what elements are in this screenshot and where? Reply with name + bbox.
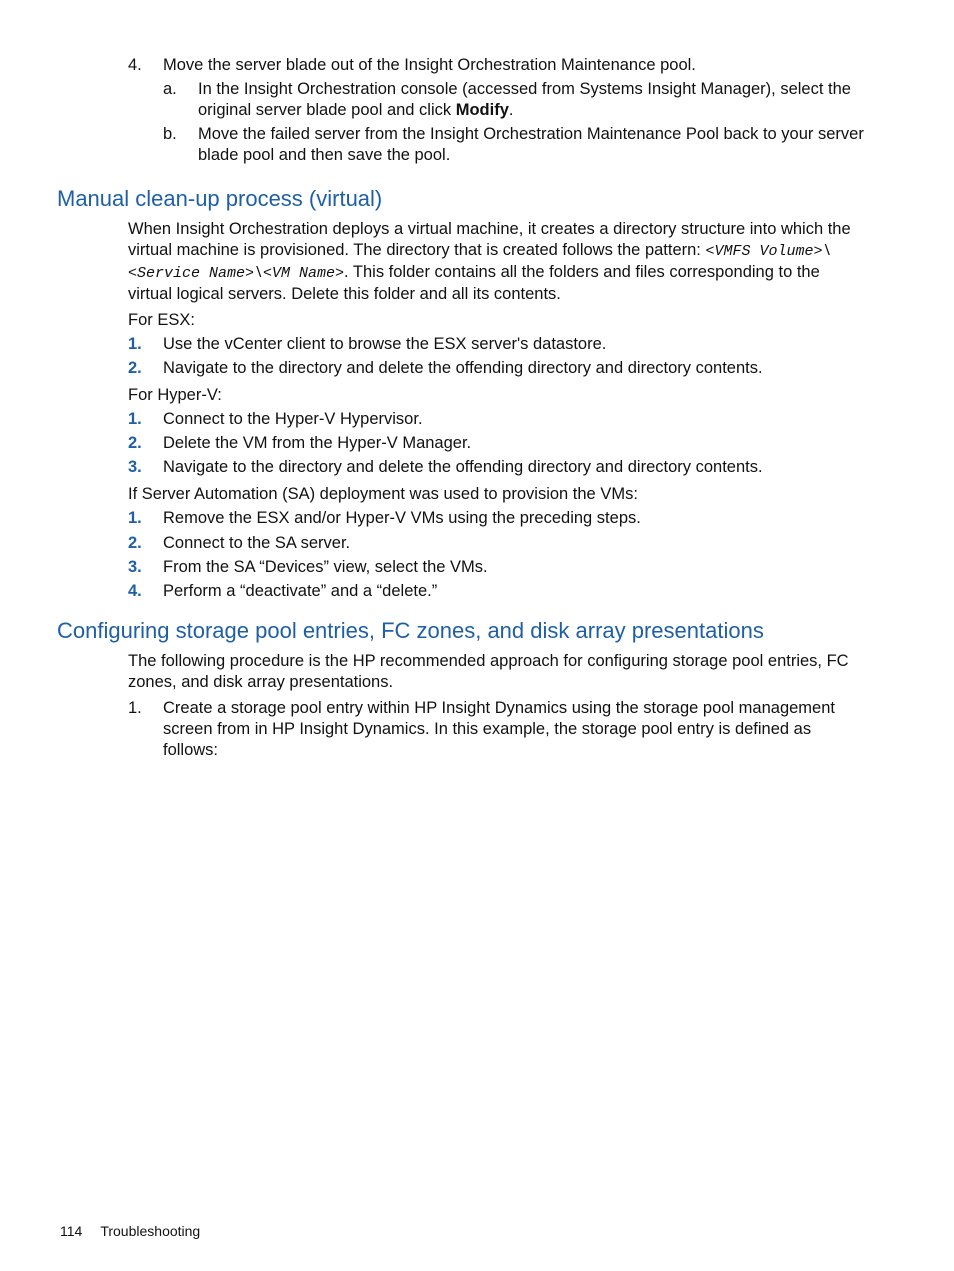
list-text: Navigate to the directory and delete the offending directory and directory contents.	[163, 458, 763, 476]
page-footer	[60, 1222, 218, 1240]
list-text: Connect to the SA server.	[163, 534, 351, 552]
list-text: Navigate to the directory and delete the offending directory and directory contents.	[163, 359, 763, 377]
sa-label: If Server Automation (SA) deployment was used to provision the VMs:	[128, 485, 638, 503]
list-number: 2.	[128, 359, 142, 377]
list-text: Delete the VM from the Hyper-V Manager.	[163, 434, 472, 452]
sub-text: Move the failed server from the Insight Orchestration Maintenance Pool back to your server blade pool and then save the pool.	[198, 125, 864, 164]
footer-section-name: Troubleshooting	[100, 1223, 201, 1239]
list-number: 4.	[128, 56, 142, 74]
list-text: From the SA “Devices” view, select the VMs.	[163, 558, 488, 576]
list-number: 3.	[128, 458, 142, 476]
list-text: Perform a “deactivate” and a “delete.”	[163, 582, 438, 600]
list-text: Move the server blade out of the Insight Orchestration Maintenance pool.	[163, 56, 696, 74]
sub-text	[198, 79, 868, 121]
list-number: 1.	[128, 699, 142, 717]
esx-label: For ESX:	[128, 311, 195, 329]
paragraph-text: . This folder contains all the folders and files corresponding to the virtual logical servers. Delete this folder and all its contents.	[128, 263, 820, 303]
sub-text-part: In the Insight Orchestration console (accessed from Systems Insight Manager), select the original server blade pool and click	[198, 80, 851, 119]
list-text: Use the vCenter client to browse the ESX server's datastore.	[163, 335, 607, 353]
list-number: 2.	[128, 434, 142, 452]
list-number: 3.	[128, 558, 142, 576]
paragraph-storage-intro: The following procedure is the HP recommended approach for configuring storage pool entries, FC zones, and disk array presentations.	[128, 652, 849, 691]
sub-letter: b.	[163, 125, 177, 143]
section-heading-storage-pool: Configuring storage pool entries, FC zones, and disk array presentations	[57, 618, 764, 643]
paragraph-cleanup-intro	[128, 219, 868, 305]
sub-letter: a.	[163, 80, 177, 98]
list-number: 1.	[128, 335, 142, 353]
sub-text-part: .	[508, 101, 514, 119]
list-text: Create a storage pool entry within HP Insight Dynamics using the storage pool management screen from in HP Insight Dynamics. In this example, the storage pool entry is defined as follows:	[163, 699, 835, 759]
modify-bold: Modify	[455, 101, 509, 119]
list-text: Connect to the Hyper-V Hypervisor.	[163, 410, 423, 428]
list-number: 1.	[128, 410, 142, 428]
list-number: 1.	[128, 509, 142, 527]
section-heading-manual-cleanup: Manual clean-up process (virtual)	[57, 186, 383, 211]
list-number: 4.	[128, 582, 142, 600]
list-number: 2.	[128, 534, 142, 552]
list-text: Remove the ESX and/or Hyper-V VMs using the preceding steps.	[163, 509, 641, 527]
path-pattern-code: <VMFS Volume>\<Service Name>\<VM Name>	[128, 243, 832, 282]
hyperv-label: For Hyper-V:	[128, 386, 222, 404]
page-number: 114	[60, 1223, 83, 1239]
paragraph-text: When Insight Orchestration deploys a virtual machine, it creates a directory structure into which the virtual machine is provisioned. The directory that is created follows the pattern:	[128, 220, 851, 259]
